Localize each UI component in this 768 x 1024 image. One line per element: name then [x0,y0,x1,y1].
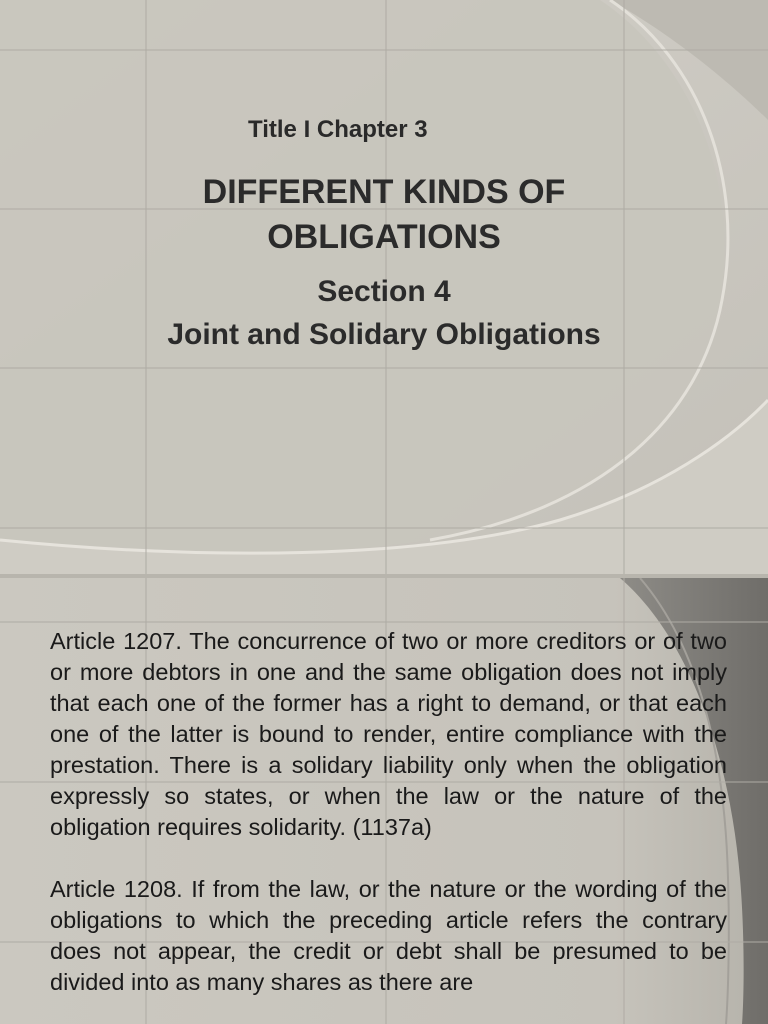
article-1208: Article 1208. If from the law, or the nature or the wording of the obligations to which the preceding article refers the contrary does not appear, the credit or debt shall be presumed to be divided into as many shares as there are [50,876,727,995]
articles-body [50,626,727,1024]
slide-heading [0,170,768,260]
section-name: Joint and Solidary Obligations [167,318,601,351]
article-1207: Article 1207. The concurrence of two or more creditors or of two or more debtors in one and the same obligation does not imply that each one of the former has a right to demand, or that each one of the latter is bound to render, entire compliance with the prestation. There is a solidary liability only when the obligation expressly so states, or when the law or the nature of the obligation requires solidarity. (1137a) [50,628,727,840]
section-title [0,270,768,356]
heading-line-2: OBLIGATIONS [267,218,501,256]
slide-articles [0,578,768,1024]
chapter-label: Title I Chapter 3 [248,116,428,143]
heading-line-1: DIFFERENT KINDS OF [202,173,566,211]
section-number: Section 4 [317,275,451,308]
